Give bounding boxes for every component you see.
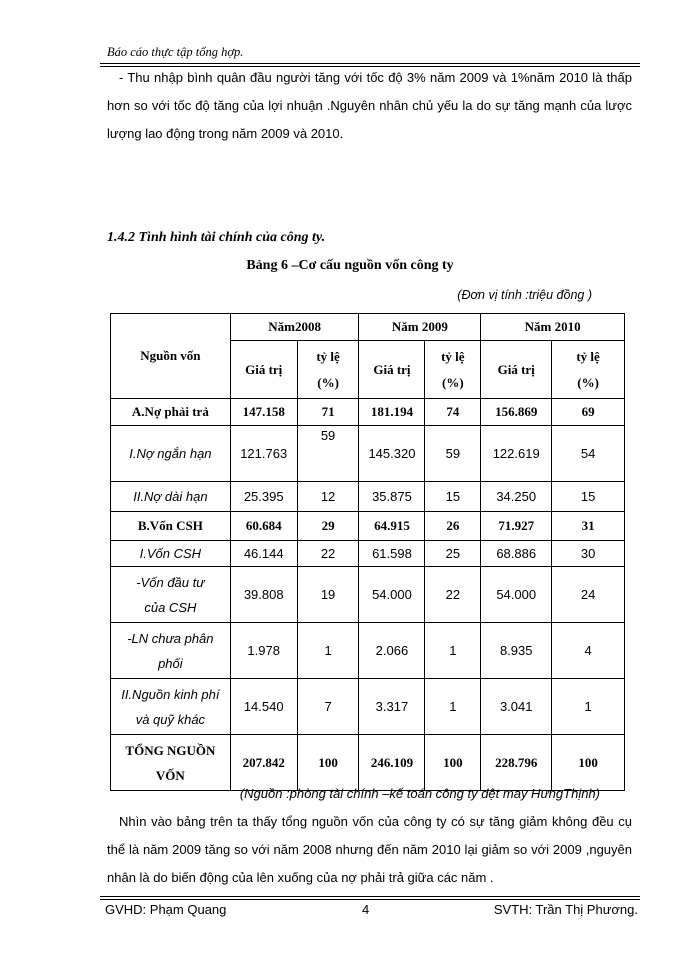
row-name: II.Nợ dài hạn [111,482,231,512]
header-ratio-2010: tỷ lệ (%) [552,341,625,399]
value-2008: 60.684 [230,512,297,541]
value-2010: 71.927 [481,512,552,541]
ratio-2008: 59 [297,426,359,482]
ratio-2010: 30 [552,541,625,567]
value-2010: 68.886 [481,541,552,567]
ratio-2009: 25 [425,541,481,567]
row-name: I.Vốn CSH [111,541,231,567]
ratio-2009: 15 [425,482,481,512]
ratio-2008: 19 [297,567,359,623]
ratio-2010: 31 [552,512,625,541]
table-row [111,426,625,482]
value-2010: 34.250 [481,482,552,512]
value-2010: 8.935 [481,623,552,679]
row-name: A.Nợ phải trả [111,399,231,426]
value-2009: 2.066 [359,623,425,679]
row-name: -LN chưa phân phối [111,623,231,679]
ratio-2008: 7 [297,679,359,735]
ratio-2010: 4 [552,623,625,679]
ratio-2008: 1 [297,623,359,679]
table-row [111,399,625,426]
header-year-2009: Năm 2009 [359,314,481,341]
header-source: Nguồn vốn [111,314,231,399]
value-2008: 147.158 [230,399,297,426]
value-2008: 14.540 [230,679,297,735]
ratio-2010: 24 [552,567,625,623]
table-row [111,482,625,512]
ratio-2009: 22 [425,567,481,623]
table-row [111,679,625,735]
header-value-2010: Giá trị [481,341,552,399]
footer-instructor: GVHD: Phạm Quang [105,902,227,917]
value-2010: 156.869 [481,399,552,426]
value-2008: 46.144 [230,541,297,567]
ratio-2008: 12 [297,482,359,512]
table-row [111,735,625,791]
ratio-2009: 26 [425,512,481,541]
ratio-2008: 29 [297,512,359,541]
value-2009: 145.320 [359,426,425,482]
header-ratio-2008: tỷ lệ (%) [297,341,359,399]
header-value-2008: Giá trị [230,341,297,399]
ratio-2010: 15 [552,482,625,512]
row-name: I.Nợ ngắn hạn [111,426,231,482]
ratio-2008: 100 [297,735,359,791]
ratio-2009: 100 [425,735,481,791]
row-name: II.Nguồn kinh phí và quỹ khác [111,679,231,735]
value-2008: 121.763 [230,426,297,482]
header-year-2008: Năm2008 [230,314,359,341]
row-name: TỔNG NGUỒN VỐN [111,735,231,791]
value-2009: 3.317 [359,679,425,735]
value-2009: 61.598 [359,541,425,567]
page-number: 4 [362,902,370,917]
value-2008: 207.842 [230,735,297,791]
ratio-2009: 1 [425,679,481,735]
value-2010: 228.796 [481,735,552,791]
footer-student: SVTH: Trần Thị Phương. [493,902,638,917]
ratio-2010: 100 [552,735,625,791]
value-2010: 54.000 [481,567,552,623]
ratio-2009: 59 [425,426,481,482]
ratio-2009: 74 [425,399,481,426]
value-2010: 3.041 [481,679,552,735]
table-unit: (Đơn vị tính :triệu đồng ) [457,288,592,302]
table-row [111,512,625,541]
value-2010: 122.619 [481,426,552,482]
value-2009: 246.109 [359,735,425,791]
ratio-2010: 69 [552,399,625,426]
table-row [111,567,625,623]
header-year-2010: Năm 2010 [481,314,625,341]
capital-structure-table [110,313,625,791]
table-row [111,623,625,679]
row-name: -Vốn đầu tư của CSH [111,567,231,623]
header-value-2009: Giá trị [359,341,425,399]
ratio-2008: 22 [297,541,359,567]
value-2009: 181.194 [359,399,425,426]
header-ratio-2009: tỷ lệ (%) [425,341,481,399]
ratio-2008: 71 [297,399,359,426]
value-2009: 54.000 [359,567,425,623]
ratio-2010: 1 [552,679,625,735]
value-2009: 35.875 [359,482,425,512]
intro-paragraph: - Thu nhập bình quân đầu người tăng với tốc độ 3% năm 2009 và 1%năm 2010 là thấp hơn so với tốc độ tăng của lợi nhuận .Nguyên nhân chủ yếu la do sự tăng mạnh của lược lượng lao động trong năm 2009 và 2010. [107,70,632,141]
section-title: 1.4.2 Tình hình tài chính của công ty. [107,230,326,245]
value-2008: 39.808 [230,567,297,623]
header-title: Báo cáo thực tập tổng hợp. [107,45,244,59]
table-title: Bảng 6 –Cơ cấu nguồn vốn công ty [246,258,454,273]
value-2009: 64.915 [359,512,425,541]
analysis-paragraph: Nhìn vào bảng trên ta thấy tổng nguồn vốn của công ty có sự tăng giảm không đều cụ thể là năm 2009 tăng so với năm 2008 nhưng đến năm 2010 lại giảm so với 2009 ,nguyên nhân là do biến động của lên xuống của nợ phải trả giữa các năm . [107,814,632,885]
ratio-2009: 1 [425,623,481,679]
footer-rule [100,896,640,900]
table-source: (Nguồn :phòng tài chính –kế toán công ty dệt may HưngThịnh) [239,786,600,801]
ratio-2010: 54 [552,426,625,482]
row-name: B.Vốn CSH [111,512,231,541]
value-2008: 25.395 [230,482,297,512]
table-row [111,541,625,567]
value-2008: 1.978 [230,623,297,679]
